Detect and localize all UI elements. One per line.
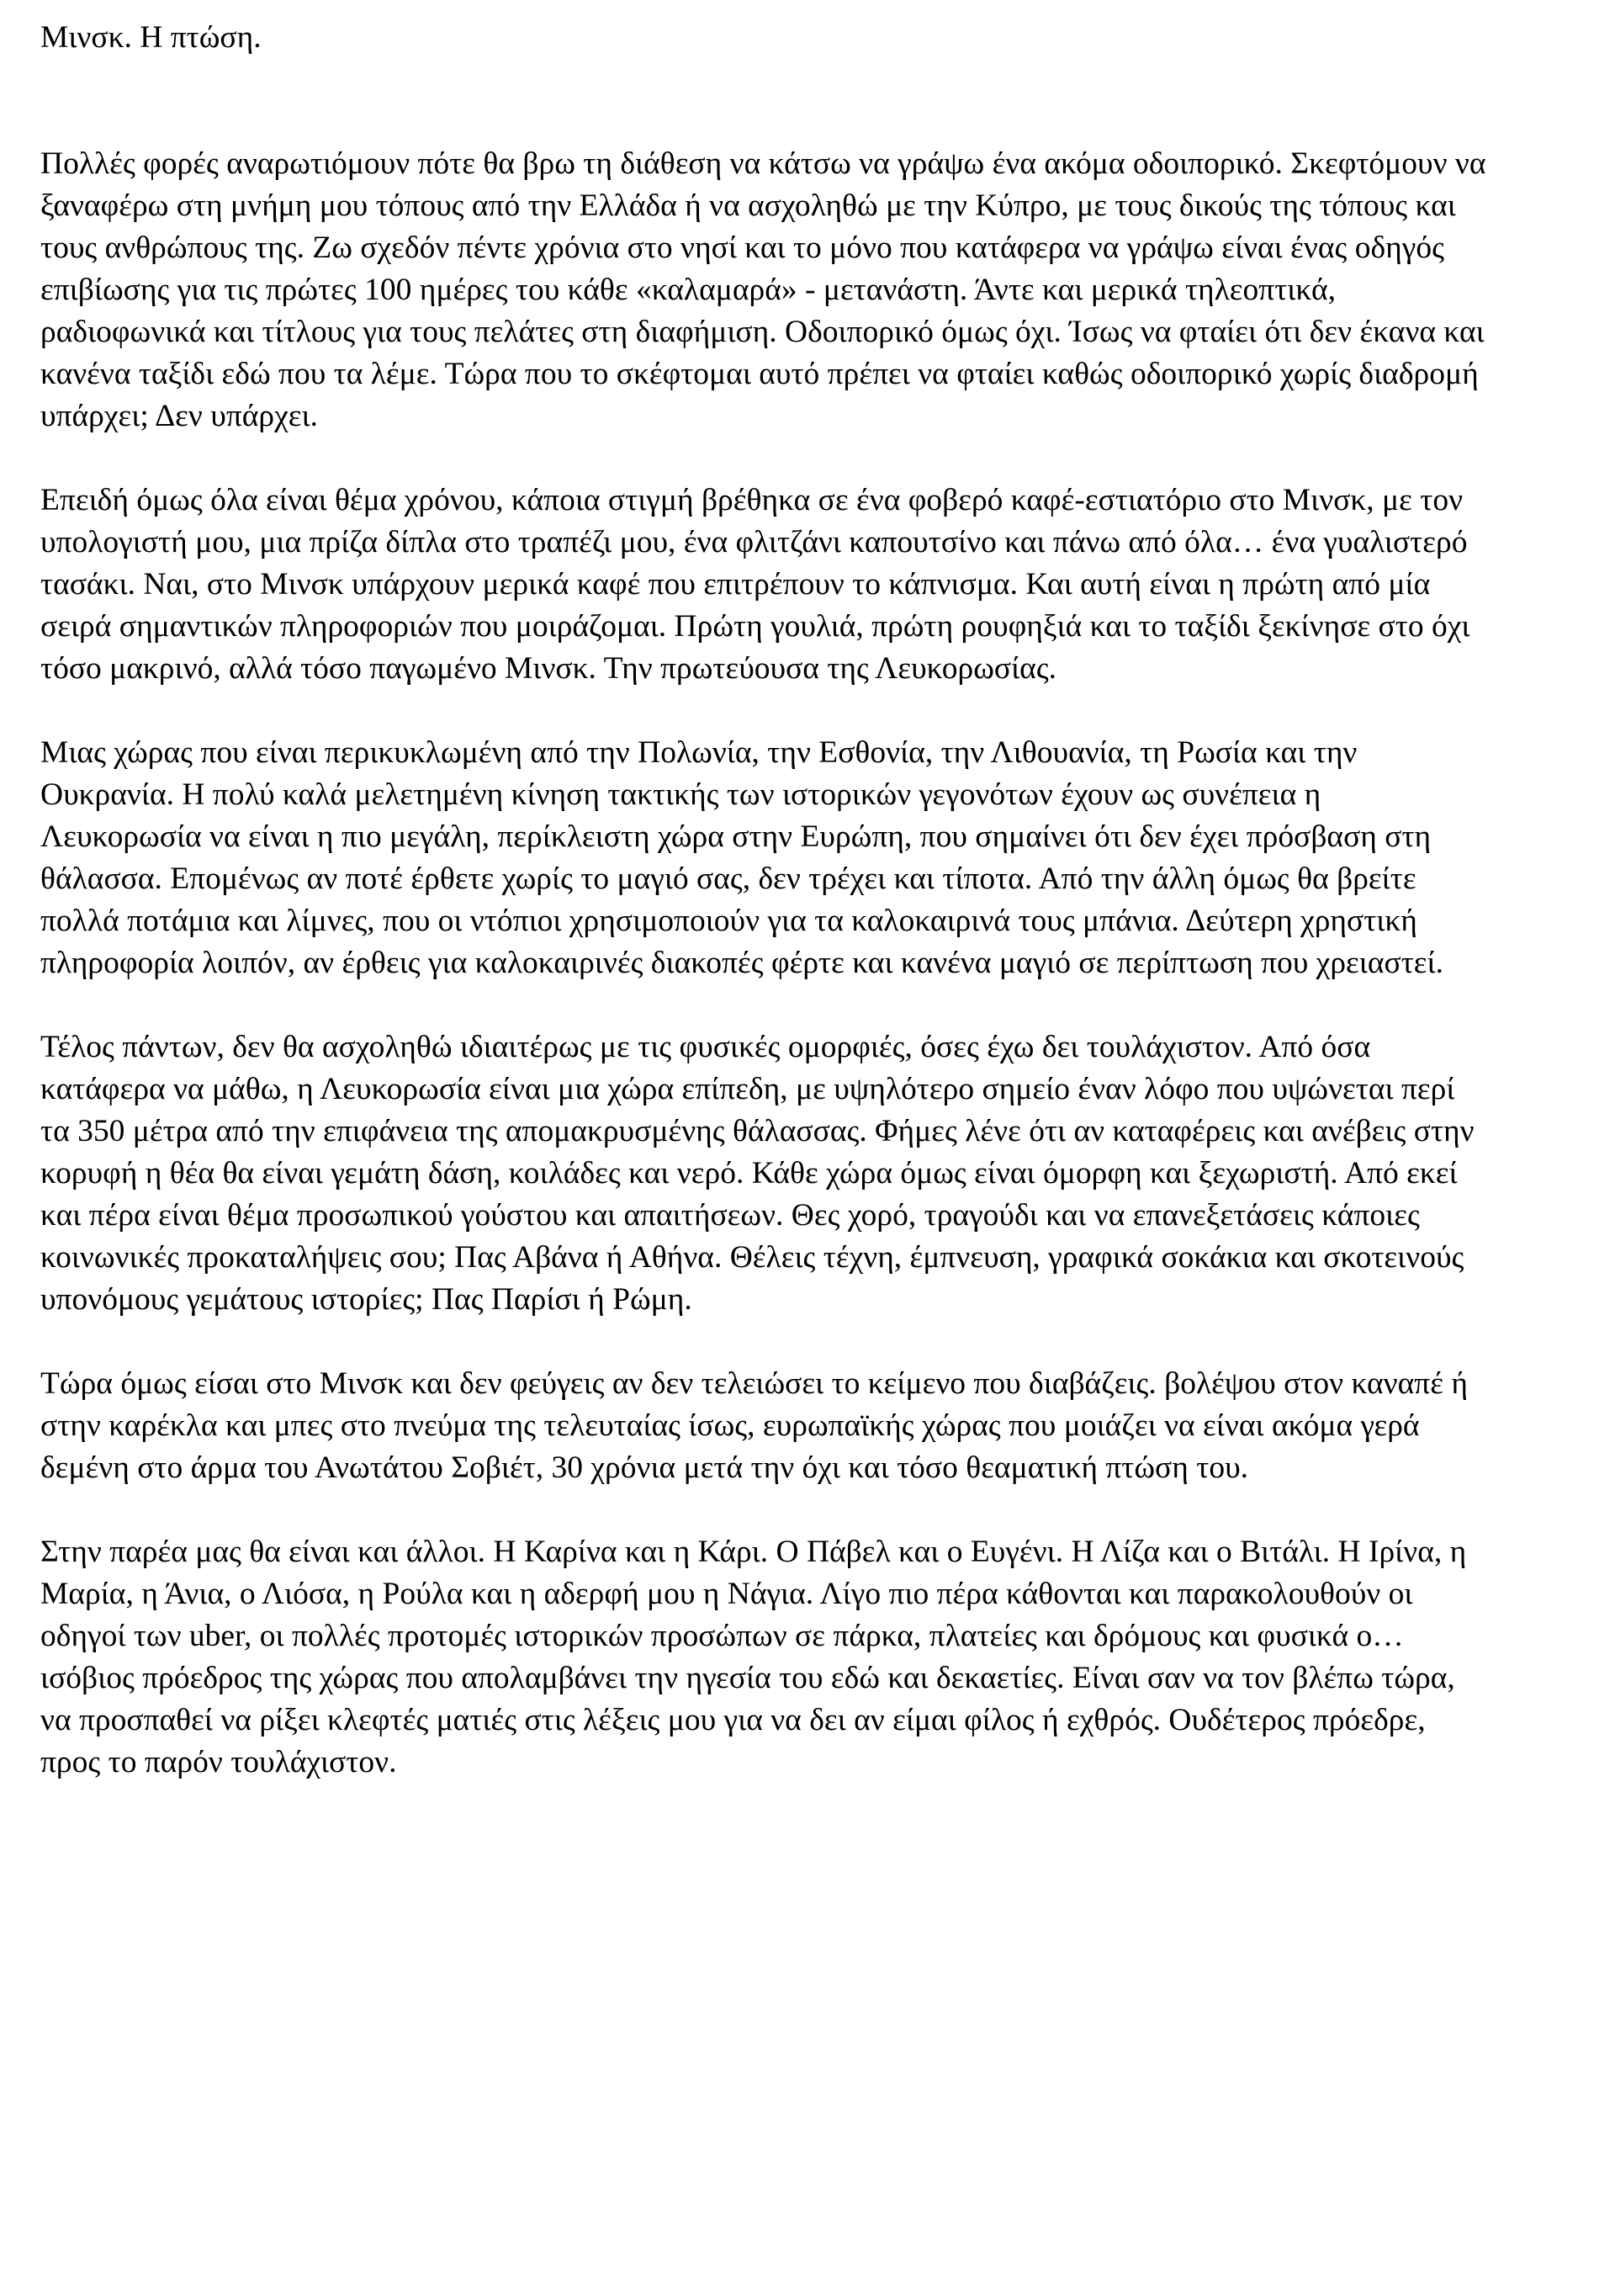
document-title: Μινσκ. Η πτώση.	[40, 20, 262, 55]
paragraph-2: Επειδή όμως όλα είναι θέμα χρόνου, κάποια στιγμή βρέθηκα σε ένα φοβερό καφέ-εστιατόριο στο Μινσκ, με τον υπολογιστή μου, μια πρίζα δίπλα στο τραπέζι μου, ένα φλιτζάνι καπουτσίνο και πάνω από όλα… ένα γυαλιστερό τασάκι. Ναι, στο Μινσκ υπάρχουν μερικά καφέ που επιτρέπουν το κάπνισμα. Και αυτή είναι η πρώτη από μία σειρά σημαντικών πληροφοριών που μοιράζομαι. Πρώτη γουλιά, πρώτη ρουφηξιά και το ταξίδι ξεκίνησε στο όχι τόσο μακρινό, αλλά τόσο παγωμένο Μινσκ. Την πρωτεύουσα της Λευκορωσίας.	[40, 483, 1470, 686]
document-body	[40, 17, 1487, 1784]
paragraph-4: Τέλος πάντων, δεν θα ασχοληθώ ιδιαιτέρως με τις φυσικές ομορφιές, όσες έχω δει τουλάχιστον. Από όσα κατάφερα να μάθω, η Λευκορωσία είναι μια χώρα επίπεδη, με υψηλότερο σημείο έναν λόφο που υψώνεται περί τα 350 μέτρα από την επιφάνεια της απομακρυσμένης θάλασσας. Φήμες λένε ότι αν καταφέρεις και ανέβεις στην κορυφή η θέα θα είναι γεμάτη δάση, κοιλάδες και νερό. Κάθε χώρα όμως είναι όμορφη και ξεχωριστή. Από εκεί και πέρα είναι θέμα προσωπικού γούστου και απαιτήσεων. Θες χορό, τραγούδι και να επανεξετάσεις κάποιες κοινωνικές προκαταλήψεις σου; Πας Αβάνα ή Αθήνα. Θέλεις τέχνη, έμπνευση, γραφικά σοκάκια και σκοτεινούς υπονόμους γεμάτους ιστορίες; Πας Παρίσι ή Ρώμη.	[40, 1030, 1475, 1317]
paragraph-3: Μιας χώρας που είναι περικυκλωμένη από την Πολωνία, την Εσθονία, την Λιθουανία, τη Ρωσία και την Ουκρανία. Η πολύ καλά μελετημένη κίνηση τακτικής των ιστορικών γεγονότων έχουν ως συνέπεια η Λευκορωσία να είναι η πιο μεγάλη, περίκλειστη χώρα στην Ευρώπη, που σημαίνει ότι δεν έχει πρόσβαση στη θάλασσα. Επομένως αν ποτέ έρθετε χωρίς το μαγιό σας, δεν τρέχει και τίποτα. Από την άλλη όμως θα βρείτε πολλά ποτάμια και λίμνες, που οι ντόπιοι χρησιμοποιούν για τα καλοκαιρινά τους μπάνια. Δεύτερη χρηστική πληροφορία λοιπόν, αν έρθεις για καλοκαιρινές διακοπές φέρτε και κανένα μαγιό σε περίπτωση που χρειαστεί.	[40, 735, 1444, 980]
paragraph-5: Τώρα όμως είσαι στο Μινσκ και δεν φεύγεις αν δεν τελειώσει το κείμενο που διαβάζεις. βολέψου στον καναπέ ή στην καρέκλα και μπες στο πνεύμα της τελευταίας ίσως, ευρωπαϊκής χώρας που μοιάζει να είναι ακόμα γερά δεμένη στο άρμα του Ανωτάτου Σοβιέτ, 30 χρόνια μετά την όχι και τόσο θεαματική πτώση του.	[40, 1366, 1468, 1485]
paragraph-6: Στην παρέα μας θα είναι και άλλοι. Η Καρίνα και η Κάρι. Ο Πάβελ και ο Ευγένι. Η Λίζα και ο Βιτάλι. Η Ιρίνα, η Μαρία, η Άνια, ο Λιόσα, η Ρούλα και η αδερφή μου η Νάγια. Λίγο πιο πέρα κάθονται και παρακολουθούν οι οδηγοί των uber, οι πολλές προτομές ιστορικών προσώπων σε πάρκα, πλατείες και δρόμους και φυσικά ο… ισόβιος πρόεδρος της χώρας που απολαμβάνει την ηγεσία του εδώ και δεκαετίες. Είναι σαν να τον βλέπω τώρα, να προσπαθεί να ρίξει κλεφτές ματιές στις λέξεις μου για να δει αν είμαι φίλος ή εχθρός. Ουδέτερος πρόεδρε, προς το παρόν τουλάχιστον.	[40, 1535, 1467, 1779]
paragraph-1: Πολλές φορές αναρωτιόμουν πότε θα βρω τη διάθεση να κάτσω να γράψω ένα ακόμα οδοιπορικό. Σκεφτόμουν να ξαναφέρω στη μνήμη μου τόπους από την Ελλάδα ή να ασχοληθώ με την Κύπρο, με τους δικούς της τόπους και τους ανθρώπους της. Ζω σχεδόν πέντε χρόνια στο νησί και το μόνο που κατάφερα να γράψω είναι ένας οδηγός επιβίωσης για τις πρώτες 100 ημέρες του κάθε «καλαμαρά» - μετανάστη. Άντε και μερικά τηλεοπτικά, ραδιοφωνικά και τίτλους για τους πελάτες στη διαφήμιση. Οδοιπορικό όμως όχι. Ίσως να φταίει ότι δεν έκανα και κανένα ταξίδι εδώ που τα λέμε. Τώρα που το σκέφτομαι αυτό πρέπει να φταίει καθώς οδοιπορικό χωρίς διαδρομή υπάρχει; Δεν υπάρχει.	[40, 146, 1486, 433]
